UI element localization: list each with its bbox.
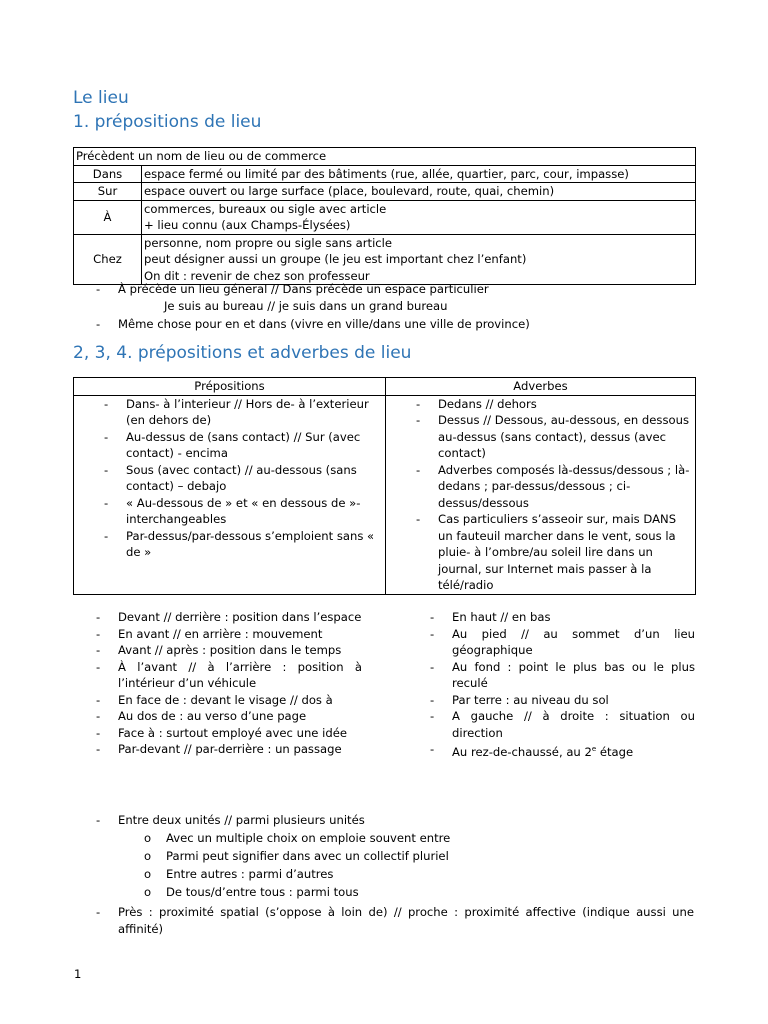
page-title: Le lieu — [73, 88, 129, 108]
sub-list-item: o De tous/d’entre tous : parmi tous — [144, 885, 359, 899]
list-item: - Par-devant // par-derrière : un passage — [96, 742, 342, 756]
list-item: - Au-dessus de (sans contact) // Sur (avec contact) - encima — [104, 429, 361, 460]
list-item: - Par terre : au niveau du sol — [430, 692, 609, 707]
prep-cell: À — [74, 200, 142, 234]
sub-list-item: o Parmi peut signifier dans avec un collectif pluriel — [144, 849, 449, 863]
list-item: - A gauche // à droite : situation ou direction — [430, 709, 695, 740]
list-item: - Cas particuliers s’asseoir sur, mais DANS un fauteuil marcher dans le vent, sous la pluie- à l’ombre/au soleil lire dans un journal, sur Internet mais passer à la télé/radio — [416, 512, 677, 592]
list-item: - Au fond : point le plus bas ou le plus reculé — [430, 659, 695, 690]
list-item: - Près : proximité spatial (s’oppose à loin de) // proche : proximité affective (indique aussi une affinité) — [96, 905, 694, 936]
list-item: - En face de : devant le visage // dos à — [96, 692, 333, 707]
right-column-list — [430, 609, 695, 760]
list-item: - Face à : surtout employé avec une idée — [96, 725, 347, 740]
list-item: - En haut // en bas — [430, 610, 551, 624]
adverbes-cell — [386, 395, 696, 594]
prepositions-table — [73, 147, 696, 285]
desc-line: personne, nom propre ou sigle sans article — [144, 235, 393, 250]
list-item: - Dedans // dehors — [416, 396, 537, 411]
example-line: Je suis au bureau // je suis dans un grand bureau — [164, 299, 448, 313]
list-item: - Par-dessus/par-dessous s’emploient sans « de » — [104, 528, 375, 559]
prep-adverb-table — [73, 377, 696, 595]
table-row — [74, 234, 696, 285]
pres-item — [96, 904, 694, 937]
table-header: Précèdent un nom de lieu ou de commerce — [74, 148, 696, 166]
list-item: - Au rez-de-chaussé, au 2e étage — [430, 742, 634, 759]
prep-cell: Chez — [74, 234, 142, 285]
prepositions-cell — [74, 395, 386, 594]
col-header-adverbes: Adverbes — [386, 378, 696, 396]
desc-cell — [142, 234, 696, 285]
list-item: - Sous (avec contact) // au-dessous (sans contact) – debajo — [104, 462, 357, 493]
list-item: - Au pied // au sommet d’un lieu géographique — [430, 626, 695, 657]
sub-list — [144, 829, 450, 901]
prep-cell: Dans — [74, 165, 142, 183]
list-item: - Devant // derrière : position dans l’espace — [96, 610, 362, 624]
desc-cell — [142, 200, 696, 234]
left-column-list — [96, 609, 362, 758]
table-row — [74, 183, 696, 201]
list-item: - En avant // en arrière : mouvement — [96, 626, 323, 641]
sub-list-item: o Entre autres : parmi d’autres — [144, 867, 334, 881]
section1-heading: 1. prépositions de lieu — [73, 112, 262, 132]
table-row — [74, 200, 696, 234]
list-item: - Au dos de : au verso d’une page — [96, 709, 307, 723]
desc-line: + lieu connu (aux Champs-Élysées) — [144, 218, 351, 232]
section2-heading: 2, 3, 4. prépositions et adverbes de lieu — [73, 343, 412, 363]
prep-cell: Sur — [74, 183, 142, 201]
list-item: - Avant // après : position dans le temps — [96, 643, 342, 657]
desc-line: On dit : revenir de chez son professeur — [144, 268, 370, 283]
list-item: - Adverbes composés là-dessus/dessous ; là-dedans ; par-dessus/dessous ; ci-dessus/dessous — [416, 462, 690, 510]
document-page: Le lieu 1. prépositions de lieu Précèdent un nom de lieu ou de commerce Dans espace fermé ou limité par des bâtiments (rue, allée, quartier, parc, cour, impasse) Sur espace ouvert ou large surface (place, boulevard, route, quai, chemin) À commerces, bureaux ou sigle avec article + lieu connu (aux Champs-Élysées) Chez personne, nom propre ou sigle sans article peut désigner aussi un groupe (le jeu est important chez l’enfant) On dit : revenir de chez son professeur - À précède un lieu géneral // Dans précède un espace particulier Je suis au bureau // je suis dans un grand bureau - Même chose pour en et dans (vivre en ville/dans une ville de province) 2, 3, 4. prépositions et adverbes de lieu Prépositions Adverbes - Dans- à l’interieur // Hors de- à l’exterieur (en dehors de) - Au-dessus de (sans contact) // Sur (avec contact) - encima - Sous (avec contact) // au-dessous (sans contact) – debajo - « Au-dessous de » et « en dessous de »- interchangeables - Par-dessus/par-dessous s’emploient sans « de » - Dedans // dehors - Dessus // Dessous, au-dessous, en dessous au-dessus (sans contact), dessus (avec contact) - Adverbes composés là-dessus/dessous ; là-dedans ; par-dessus/dessous ; ci-dessus/dessous - Cas particuliers s’asseoir sur, mais DANS un fauteuil marcher dans le vent, sous la pluie- à l’ombre/au soleil lire dans un journal, sur Internet mais passer à la télé/radio - Devant // derrière : position dans l’espace - En avant // en arrière : mouvement - Avant // après : position dans le temps - À l’avant // à l’arrière : position à l’intérieur d’un véhicule - En face de : devant le visage // dos à - Au dos de : au verso d’une page - Face à : surtout employé avec une idée - Par-devant // par-derrière : un passage - En haut // en bas - Au pied // au sommet d’un lieu géographique - Au fond : point le plus bas ou le plus reculé - Par terre : au niveau du sol - A gauche // à droite : situation ou direction - Au rez-de-chaussé, au 2e étage - Entre deux unités // parmi plusieurs unités o Avec un multiple choix on emploie souvent entre o Parmi peut signifier dans avec un collectif pluriel o Entre autres : parmi d’autres o De tous/d’entre tous : parmi tous - Près : proximité spatial (s’oppose à loin de) // proche : proximité affective (indique aussi une affinité) 1 — [73, 88, 695, 981]
table-row — [74, 165, 696, 183]
page-number: 1 — [74, 967, 82, 981]
desc-cell: espace ouvert ou large surface (place, boulevard, route, quai, chemin) — [142, 183, 696, 201]
desc-cell: espace fermé ou limité par des bâtiments (rue, allée, quartier, parc, cour, impasse) — [142, 165, 696, 183]
list-item: - Dessus // Dessous, au-dessous, en dessous au-dessus (sans contact), dessus (avec contact) — [416, 413, 689, 460]
list-item: - À l’avant // à l’arrière : position à l’intérieur d’un véhicule — [96, 659, 362, 690]
list-item: - Dans- à l’interieur // Hors de- à l’exterieur (en dehors de) — [104, 396, 369, 427]
desc-line: commerces, bureaux ou sigle avec article — [144, 201, 387, 216]
col-header-prepositions: Prépositions — [74, 378, 386, 396]
list-item: - « Au-dessous de » et « en dessous de »- interchangeables — [104, 495, 361, 526]
sub-list-item: o Avec un multiple choix on emploie souvent entre — [144, 831, 451, 845]
desc-line: peut désigner aussi un groupe (le jeu est important chez l’enfant) — [144, 252, 527, 266]
